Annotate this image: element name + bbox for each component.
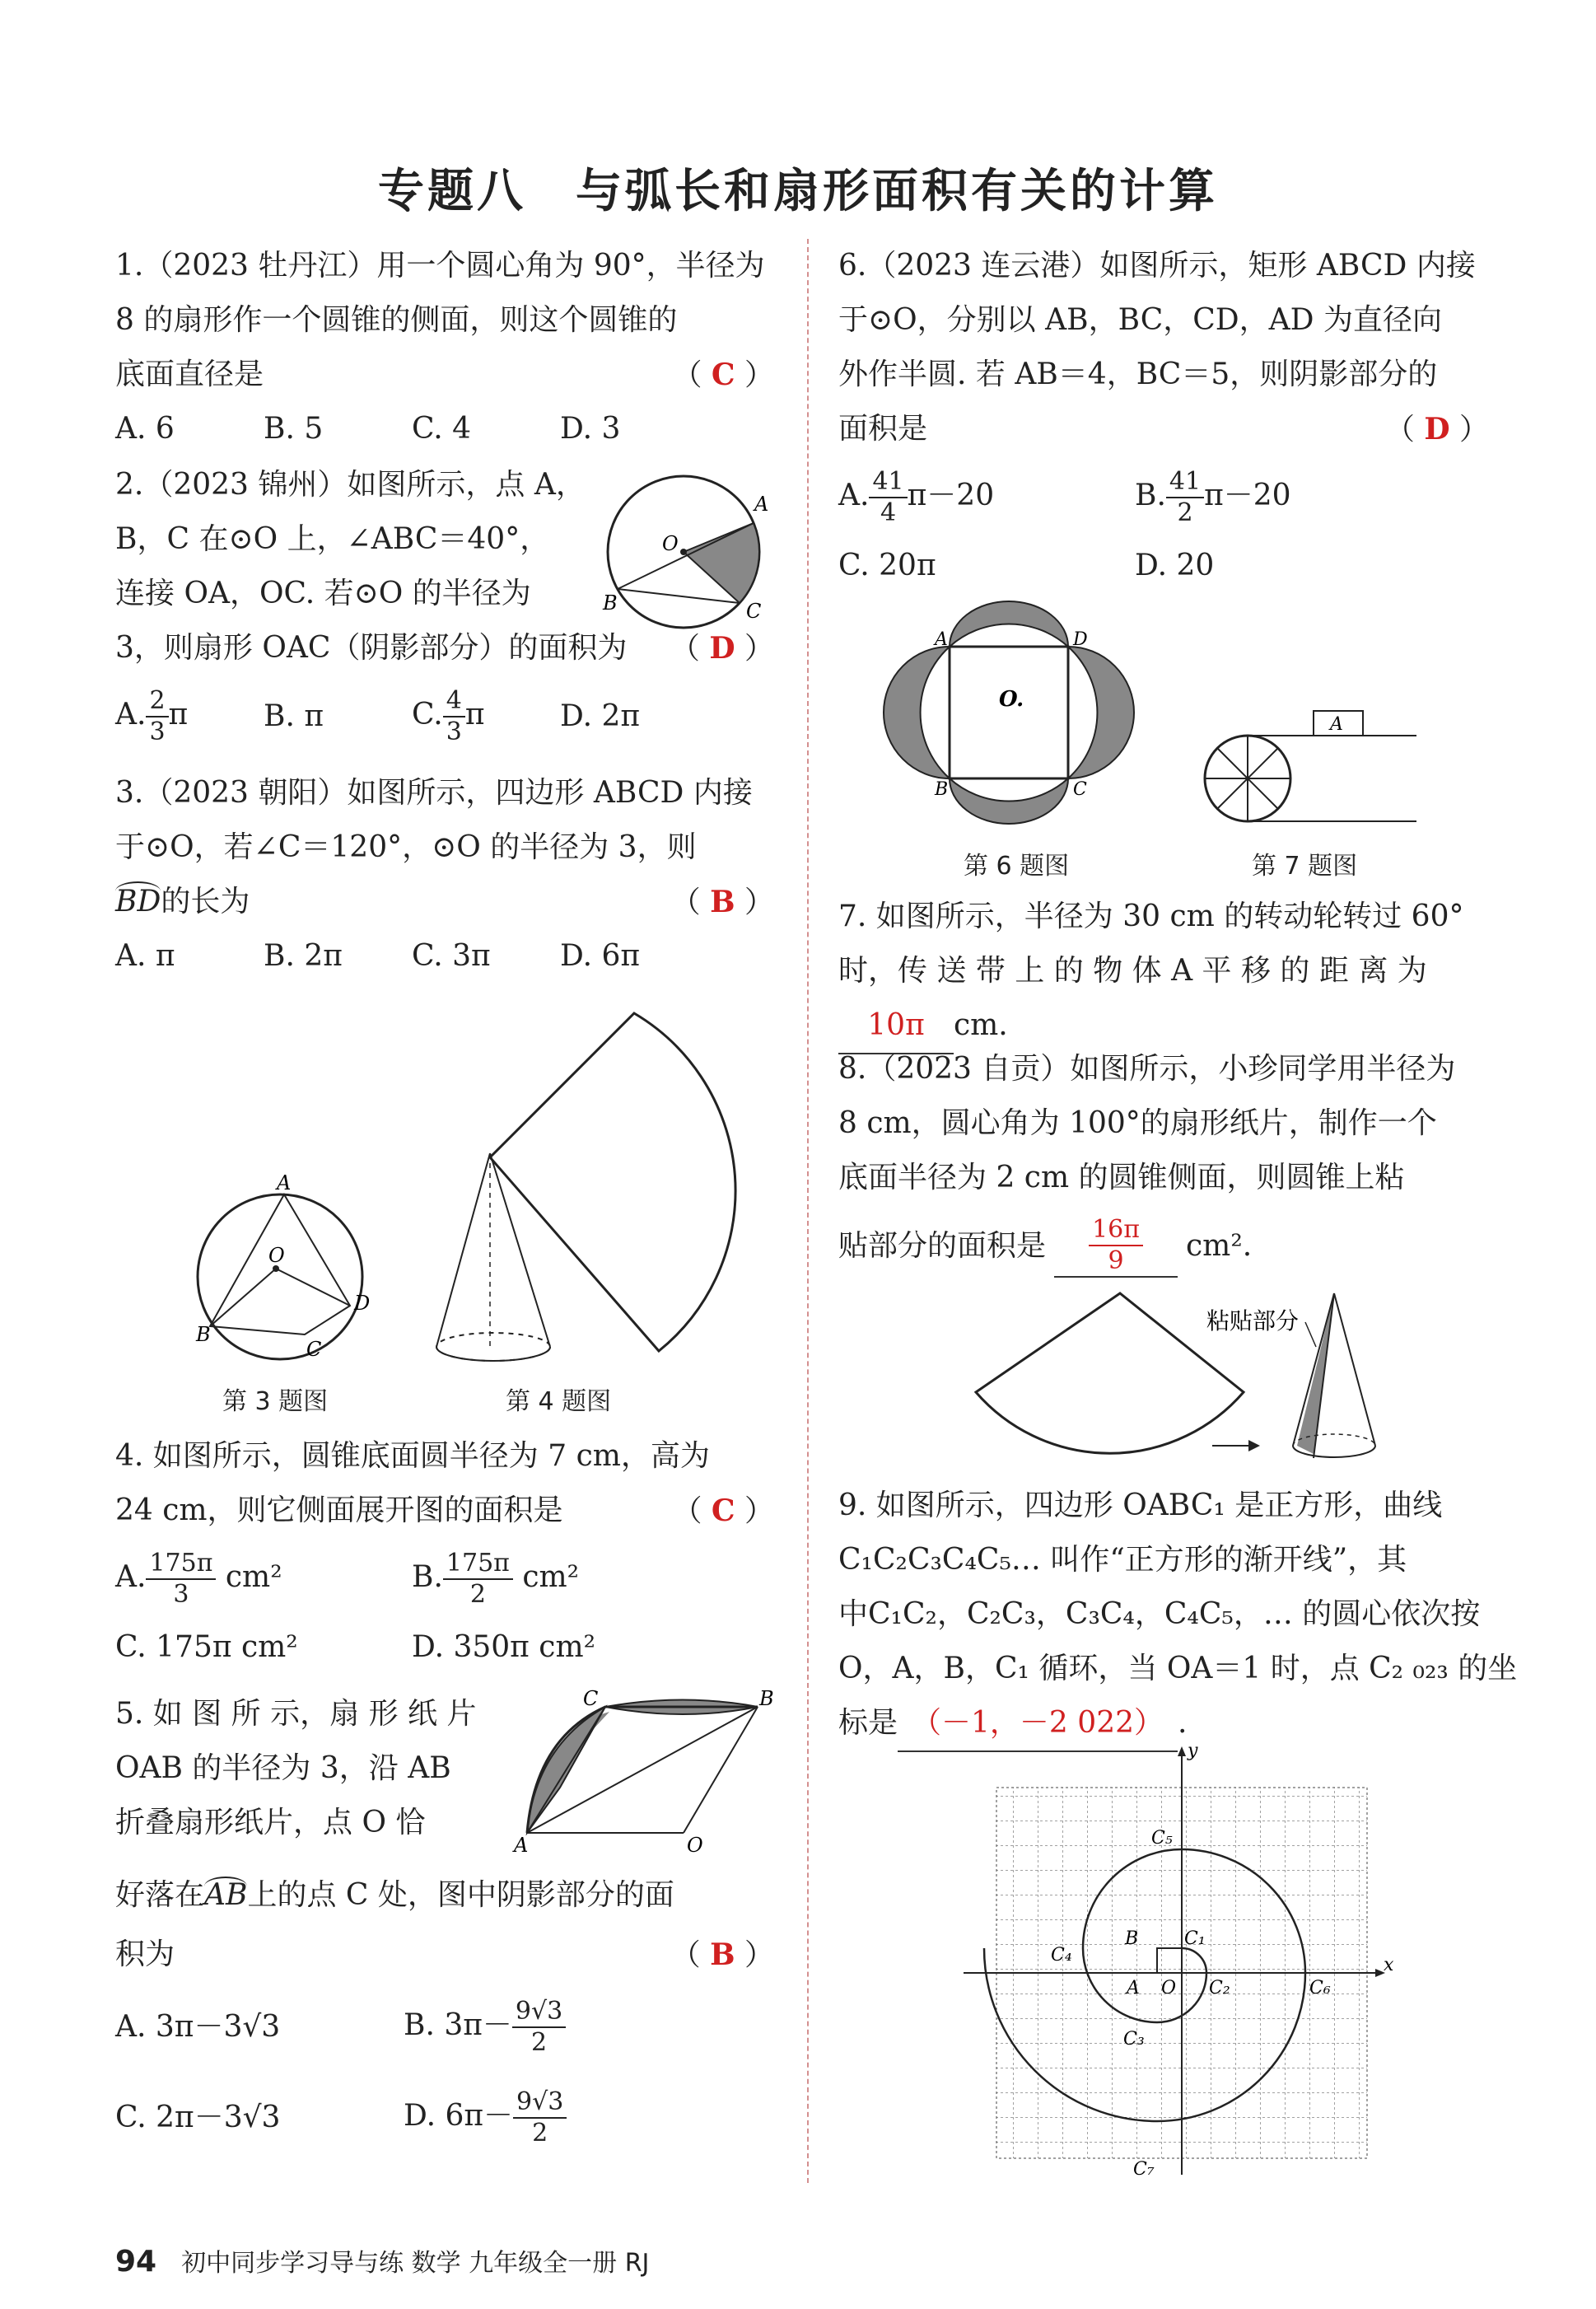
q5-option-c: C. 2π－3√3 bbox=[115, 2101, 281, 2134]
q9-line1: 9. 如图所示，四边形 OABC₁ 是正方形，曲线 bbox=[838, 1489, 1443, 1522]
q9-end: . bbox=[1178, 1706, 1188, 1740]
q2-label-c: C bbox=[746, 600, 762, 623]
q6-label-o: O. bbox=[999, 687, 1024, 712]
q1-option-d: D. 3 bbox=[560, 412, 621, 446]
q6-answer: （ D ） bbox=[1384, 412, 1489, 446]
q1-options bbox=[115, 402, 774, 456]
q3-option-a: A. π bbox=[115, 939, 175, 973]
q7-figure bbox=[1198, 713, 1421, 836]
q8-label-paste: 粘贴部分 bbox=[1206, 1307, 1300, 1334]
q3-line2: 于⊙O，若∠C＝120°，⊙O 的半径为 3，则 bbox=[115, 830, 697, 864]
q5-arc-ab: AB bbox=[204, 1878, 248, 1912]
q3-option-c: C. 3π bbox=[412, 939, 491, 973]
book-title: 初中同步学习导与练 数学 九年级全一册 RJ bbox=[181, 2249, 650, 2278]
q6-line2: 于⊙O，分别以 AB，BC，CD，AD 为直径向 bbox=[838, 303, 1442, 337]
q8-line1: 8.（2023 自贡）如图所示，小珍同学用半径为 bbox=[838, 1052, 1456, 1086]
q7-answer: 10π bbox=[838, 998, 954, 1054]
q9-label-b: B bbox=[1125, 1928, 1139, 1949]
q3-label-a: A bbox=[277, 1171, 292, 1194]
q4-line1: 4. 如图所示，圆锥底面圆半径为 7 cm，高为 bbox=[115, 1439, 710, 1473]
q3-label-d: D bbox=[354, 1292, 371, 1315]
q9-label-c6: C₆ bbox=[1309, 1978, 1331, 1998]
q5-line5: 积为 bbox=[115, 1937, 175, 1971]
q7-label-a: A bbox=[1330, 714, 1343, 735]
q9-label-o: O bbox=[1161, 1978, 1177, 1998]
q4-line2: 24 cm，则它侧面展开图的面积是 bbox=[115, 1493, 563, 1527]
q7-line2: 时，传 送 带 上 的 物 体 A 平 移 的 距 离 为 bbox=[838, 954, 1427, 988]
q3-label-o: O bbox=[268, 1244, 285, 1267]
q3-answer: （ B ） bbox=[670, 885, 774, 919]
q3-option-b: B. 2π bbox=[264, 939, 343, 973]
caption-fig-4: 第 4 题图 bbox=[506, 1387, 612, 1416]
q6-option-c: C. 20π bbox=[838, 549, 936, 582]
q2-answer: （ D ） bbox=[670, 631, 774, 666]
q2-option-b: B. π bbox=[264, 699, 324, 733]
q9-answer: （－1，－2 022） bbox=[898, 1696, 1178, 1752]
q5-line2: OAB 的半径为 3，沿 AB bbox=[115, 1751, 451, 1785]
caption-fig-7: 第 7 题图 bbox=[1252, 852, 1358, 881]
q6-line4: 面积是 bbox=[838, 412, 928, 446]
q5-option-d: D. 6π－ $\frac{9√3}{2}$ bbox=[404, 2087, 700, 2148]
q2-options bbox=[115, 675, 774, 758]
q3-options bbox=[115, 929, 774, 984]
q1-line1: 1.（2023 牡丹江）用一个圆心角为 90°，半径为 bbox=[115, 249, 765, 283]
question-1 bbox=[115, 239, 774, 456]
q3-figure bbox=[189, 1162, 387, 1367]
question-7 bbox=[838, 890, 1489, 1054]
q3-label-b: B bbox=[196, 1323, 211, 1346]
q6-option-a: A. $\frac{41}{4}$ π－20 bbox=[838, 467, 995, 527]
page-footer bbox=[115, 2242, 649, 2279]
q2-label-o: O bbox=[662, 532, 679, 555]
q6-label-b: B bbox=[935, 779, 949, 800]
q5-label-b: B bbox=[759, 1687, 774, 1710]
q6-label-d: D bbox=[1073, 629, 1088, 650]
q9-label-a: A bbox=[1127, 1978, 1140, 1998]
q1-option-b: B. 5 bbox=[264, 412, 324, 446]
question-4 bbox=[115, 1429, 774, 1675]
page-title: 专题八 与弧长和扇形面积有关的计算 bbox=[378, 165, 1218, 218]
q9-line5: 标是 bbox=[838, 1706, 898, 1740]
q8-answer: $\frac{16\pi}{9}$ bbox=[1054, 1215, 1178, 1278]
q2-line4: 3，则扇形 OAC（阴影部分）的面积为 bbox=[115, 631, 628, 665]
q2-line2: B，C 在⊙O 上，∠ABC＝40°， bbox=[115, 522, 550, 556]
q4-answer: （ C ） bbox=[672, 1493, 774, 1528]
q5-line1: 5. 如 图 所 示，扇 形 纸 片 bbox=[115, 1697, 477, 1731]
q1-option-a: A. 6 bbox=[115, 412, 175, 446]
q2-line3: 连接 OA，OC. 若⊙O 的半径为 bbox=[115, 577, 531, 610]
q9-label-c4: C₄ bbox=[1051, 1945, 1072, 1965]
q5-line4-pre: 好落在 bbox=[115, 1878, 205, 1912]
question-3 bbox=[115, 766, 774, 984]
caption-fig-3: 第 3 题图 bbox=[222, 1387, 329, 1416]
q5-option-b: B. 3π－ $\frac{9√3}{2}$ bbox=[404, 1997, 700, 2058]
q3-line1: 3.（2023 朝阳）如图所示，四边形 ABCD 内接 bbox=[115, 776, 753, 810]
q9-figure bbox=[964, 1741, 1394, 2183]
q5-label-a: A bbox=[514, 1834, 529, 1857]
q8-figure bbox=[972, 1289, 1400, 1475]
q9-label-c5: C₅ bbox=[1151, 1828, 1173, 1849]
q6-option-d: D. 20 bbox=[1135, 549, 1215, 582]
q8-unit: cm². bbox=[1186, 1229, 1253, 1263]
q5-figure bbox=[511, 1687, 774, 1857]
q4-option-b: B. $\frac{175\pi}{2}$ cm² bbox=[412, 1549, 580, 1609]
q2-line1: 2.（2023 锦州）如图所示，点 A， bbox=[115, 468, 586, 502]
q9-label-x: x bbox=[1384, 1955, 1394, 1975]
q8-line4: 贴部分的面积是 bbox=[838, 1229, 1047, 1263]
q2-label-a: A bbox=[754, 493, 769, 516]
q3-line3: 的长为 bbox=[161, 885, 250, 918]
q3-option-d: D. 6π bbox=[560, 939, 641, 973]
q9-line2: C₁C₂C₃C₄C₅… 叫作“正方形的渐开线”，其 bbox=[838, 1543, 1407, 1577]
page-number: 94 bbox=[115, 2245, 157, 2279]
q5-line4-post: 上的点 C 处，图中阴影部分的面 bbox=[247, 1878, 674, 1912]
q6-option-b: B. $\frac{41}{2}$ π－20 bbox=[1135, 467, 1291, 527]
q9-line3: 中C₁C₂，C₂C₃，C₃C₄，C₄C₅，… 的圆心依次按 bbox=[838, 1597, 1481, 1631]
q9-line4: O，A，B，C₁ 循环，当 OA＝1 时，点 C₂ ₀₂₃ 的坐 bbox=[838, 1652, 1518, 1685]
q6-figure bbox=[894, 589, 1124, 836]
q9-label-c3: C₃ bbox=[1123, 2029, 1145, 2050]
question-8 bbox=[838, 1042, 1489, 1288]
q8-line2: 8 cm，圆心角为 100°的扇形纸片，制作一个 bbox=[838, 1106, 1437, 1140]
q4-figure bbox=[428, 1005, 700, 1367]
q3-label-c: C bbox=[306, 1338, 322, 1361]
column-divider bbox=[807, 239, 809, 2183]
question-6 bbox=[838, 239, 1489, 593]
q2-option-a: A. $\frac{2}{3}$ π bbox=[115, 686, 189, 746]
q7-line1: 7. 如图所示，半径为 30 cm 的转动轮转过 60° bbox=[838, 900, 1464, 933]
q4-option-a: A. $\frac{175\pi}{3}$ cm² bbox=[115, 1549, 282, 1609]
q2-option-c: C. $\frac{4}{3}$ π bbox=[412, 686, 485, 746]
q5-answer: （ B ） bbox=[670, 1937, 774, 1972]
q5-label-o: O bbox=[687, 1834, 703, 1857]
q5-label-c: C bbox=[583, 1687, 599, 1710]
q9-label-c7: C₇ bbox=[1133, 2159, 1155, 2180]
q1-line3: 底面直径是 bbox=[115, 358, 264, 391]
caption-fig-6: 第 6 题图 bbox=[964, 852, 1070, 881]
q1-option-c: C. 4 bbox=[412, 412, 472, 446]
question-9 bbox=[838, 1479, 1518, 1752]
q7-unit: cm. bbox=[954, 1008, 1008, 1042]
q2-figure bbox=[593, 470, 774, 634]
q1-answer: （ C ） bbox=[672, 358, 774, 392]
q6-line3: 外作半圆. 若 AB＝4，BC＝5，则阴影部分的 bbox=[838, 358, 1438, 391]
q9-label-c1: C₁ bbox=[1184, 1928, 1206, 1949]
q3-arc-bd: BD bbox=[115, 881, 161, 918]
q5-option-a: A. 3π－3√3 bbox=[115, 2010, 281, 2044]
q4-option-c: C. 175π cm² bbox=[115, 1630, 298, 1664]
q5-line3: 折叠扇形纸片，点 O 恰 bbox=[115, 1806, 426, 1839]
q6-label-a: A bbox=[935, 629, 948, 650]
q6-label-c: C bbox=[1073, 779, 1087, 800]
q2-label-b: B bbox=[603, 591, 618, 615]
q9-label-y: y bbox=[1188, 1741, 1198, 1761]
q9-label-c2: C₂ bbox=[1209, 1978, 1230, 1998]
q2-option-d: D. 2π bbox=[560, 699, 641, 733]
q8-line3: 底面半径为 2 cm 的圆锥侧面，则圆锥上粘 bbox=[838, 1161, 1405, 1194]
q6-line1: 6.（2023 连云港）如图所示，矩形 ABCD 内接 bbox=[838, 249, 1476, 283]
q1-line2: 8 的扇形作一个圆锥的侧面，则这个圆锥的 bbox=[115, 303, 678, 337]
q4-option-d: D. 350π cm² bbox=[412, 1630, 596, 1664]
